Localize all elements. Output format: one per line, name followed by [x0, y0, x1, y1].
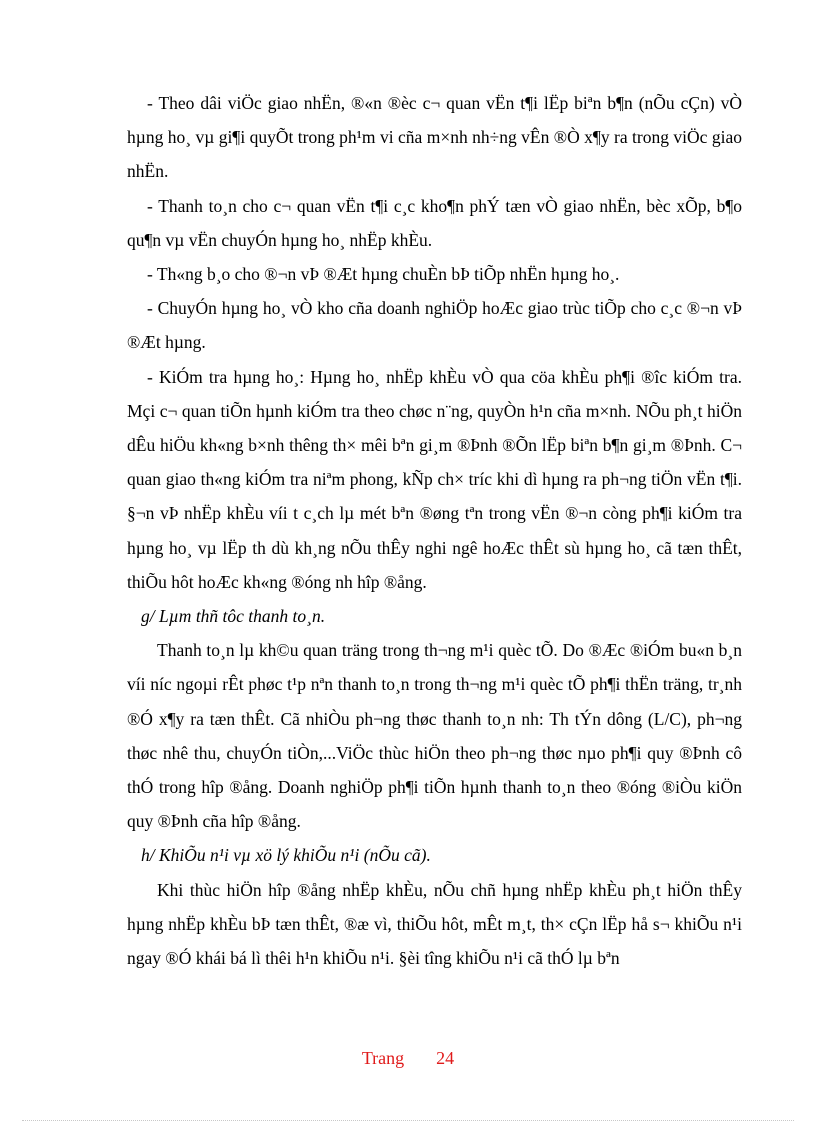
paragraph-payment: Thanh to¸n lµ kh©u quan träng trong th¬ng m¹i quèc tÕ. Do ®Æc ®iÓm bu«n b¸n víi níc ngoµi rÊt phøc t¹p nªn thanh to¸n trong th¬ng m¹i quèc tÕ ph¶i thËn träng, tr¸nh ®Ó x¶y ra tæn thÊt. Cã nhiÒu ph¬ng thøc thanh to¸n nh: Th tÝn dông (L/C), ph¬ng thøc nhê thu, chuyÓn tiÒn,...ViÖc thùc hiÖn theo ph¬ng thøc nµo ph¶i quy ®Þnh cô thÓ trong hîp ®ång. Doanh nghiÖp ph¶i tiÕn hµnh thanh to¸n theo ®óng ®iÒu kiÖn quy ®Þnh cña hîp ®ång.	[127, 640, 742, 832]
page-bottom-divider	[22, 1120, 794, 1121]
paragraph-monitor-delivery: - Theo dâi viÖc giao nhËn, ®«n ®èc c¬ quan vËn t¶i lËp biªn b¶n (nÕu cÇn) vÒ hµng ho¸ vµ gi¶i quyÕt trong ph¹m vi cña m×nh nh÷ng vÊn ®Ò x¶y ra trong viÖc giao nhËn.	[127, 93, 742, 182]
section-heading-claims: h/ KhiÕu n¹i vµ xö lý khiÕu n¹i (nÕu cã).	[141, 845, 431, 866]
page-label: Trang	[361, 1048, 405, 1068]
section-heading-payment: g/ Lµm thñ tôc thanh to¸n.	[141, 606, 326, 627]
page-number: 24	[436, 1048, 455, 1068]
paragraph-pay-transport: - Thanh to¸n cho c¬ quan vËn t¶i c¸c kho¶n phÝ tæn vÒ giao nhËn, bèc xÕp, b¶o qu¶n vµ vËn chuyÓn hµng ho¸ nhËp khÈu.	[127, 195, 742, 250]
paragraph-move-goods: - ChuyÓn hµng ho¸ vÒ kho cña doanh nghiÖp hoÆc giao trùc tiÕp cho c¸c ®¬n vÞ ®Æt hµng.	[127, 298, 742, 353]
paragraph-notify-buyer: - Th«ng b¸o cho ®¬n vÞ ®Æt hµng chuÈn bÞ tiÕp nhËn hµng ho¸.	[147, 264, 620, 285]
paragraph-inspect-goods: - KiÓm tra hµng ho¸: Hµng ho¸ nhËp khÈu vÒ qua cöa khÈu ph¶i ®îc kiÓm tra. Mçi c¬ quan tiÕn hµnh kiÓm tra theo chøc n¨ng, quyÒn h¹n cña m×nh. NÕu ph¸t hiÖn dÊu hiÖu kh«ng b×nh thêng th× mêi bªn gi¸m ®Þnh ®Õn lËp biªn b¶n gi¸m ®Þnh. C¬ quan giao th«ng kiÓm tra niªm phong, kÑp ch× tríc khi dì hµng ra ph¬ng tiÖn vËn t¶i. §¬n vÞ nhËp khÈu víi t c¸ch lµ mét bªn ®øng tªn trong vËn ®¬n còng ph¶i kiÓm tra hµng ho¸ vµ lËp th dù kh¸ng nÕu thÊy nghi ngê hoÆc thÊt sù hµng ho¸ cã tæn thÊt, thiÕu hôt hoÆc kh«ng ®óng nh hîp ®ång.	[127, 366, 742, 592]
paragraph-claims: Khi thùc hiÖn hîp ®ång nhËp khÈu, nÕu chñ hµng nhËp khÈu ph¸t hiÖn thÊy hµng nhËp khÈu bÞ tæn thÊt, ®æ vì, thiÕu hôt, mÊt m¸t, th× cÇn lËp hå s¬ khiÕu n¹i ngay ®Ó khái bá lì thêi h¹n khiÕu n¹i. §èi tîng khiÕu n¹i cã thÓ lµ bªn	[127, 879, 742, 969]
page-footer	[0, 1048, 816, 1069]
page-body	[127, 86, 742, 975]
